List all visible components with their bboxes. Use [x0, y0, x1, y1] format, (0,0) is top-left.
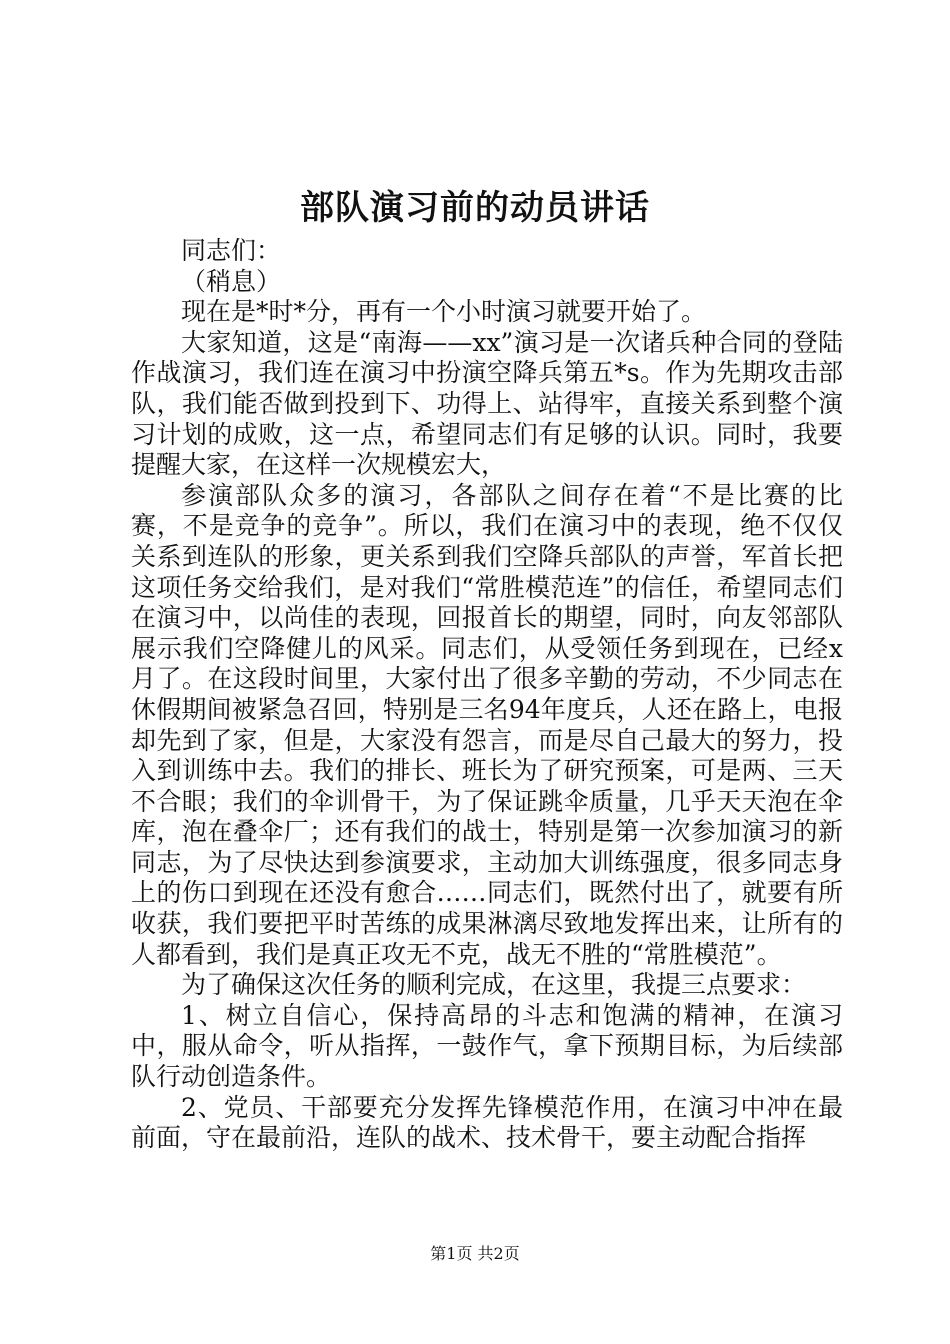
paragraph: 大家知道，这是“南海——xx”演习是一次诸兵种合同的登陆作战演习，我们连在演习中扮演空降兵第五*s。作为先期攻击部队，我们能否做到投到下、功得上、站得牢，直接关系到整个演习计划的成败，这一点，希望同志们有足够的认识。同时，我要提醒大家，在这样一次规模宏大，	[131, 327, 843, 480]
paragraph: 为了确保这次任务的顺利完成，在这里，我提三点要求：	[181, 970, 807, 1000]
stage-direction: （稍息）	[181, 266, 282, 296]
requirement-item: 1、树立自信心，保持高昂的斗志和饱满的精神，在演习中，服从命令，听从指挥，一鼓作气，拿下预期目标，为后续部队行动创造条件。	[131, 1000, 843, 1092]
requirement-item: 2、党员、干部要充分发挥先锋模范作用，在演习中冲在最前面，守在最前沿，连队的战术、技术骨干，要主动配合指挥	[131, 1092, 843, 1153]
page-number: 第1页 共2页	[430, 1244, 520, 1263]
page-title: 部队演习前的动员讲话	[300, 188, 650, 228]
salutation: 同志们：	[181, 236, 282, 265]
paragraph: 参演部队众多的演习，各部队之间存在着“不是比赛的比赛，不是竞争的竞争”。所以，我们在演习中的表现，绝不仅仅关系到连队的形象，更关系到我们空降兵部队的声誉，军首长把这项任务交给我们，是对我们“常胜模范连”的信任，希望同志们在演习中，以尚佳的表现，回报首长的期望，同时，向友邻部队展示我们空降健儿的风采。同志们，从受领任务到现在，已经x月了。在这段时间里，大家付出了很多辛勤的劳动，不少同志在休假期间被紧急召回，特别是三名94年度兵，人还在路上，电报却先到了家，但是，大家没有怨言，而是尽自己最大的努力，投入到训练中去。我们的排长、班长为了研究预案，可是两、三天不合眼；我们的伞训骨干，为了保证跳伞质量，几乎天天泡在伞库，泡在叠伞厂；还有我们的战士，特别是第一次参加演习的新同志，为了尽快达到参演要求，主动加大训练强度，很多同志身上的伤口到现在还没有愈合……同志们，既然付出了，就要有所收获，我们要把平时苦练的成果淋漓尽致地发挥出来，让所有的人都看到，我们是真正攻无不克，战无不胜的“常胜模范”。	[131, 480, 843, 969]
document-body	[131, 236, 843, 1154]
paragraph: 现在是*时*分，再有一个小时演习就要开始了。	[181, 297, 707, 327]
